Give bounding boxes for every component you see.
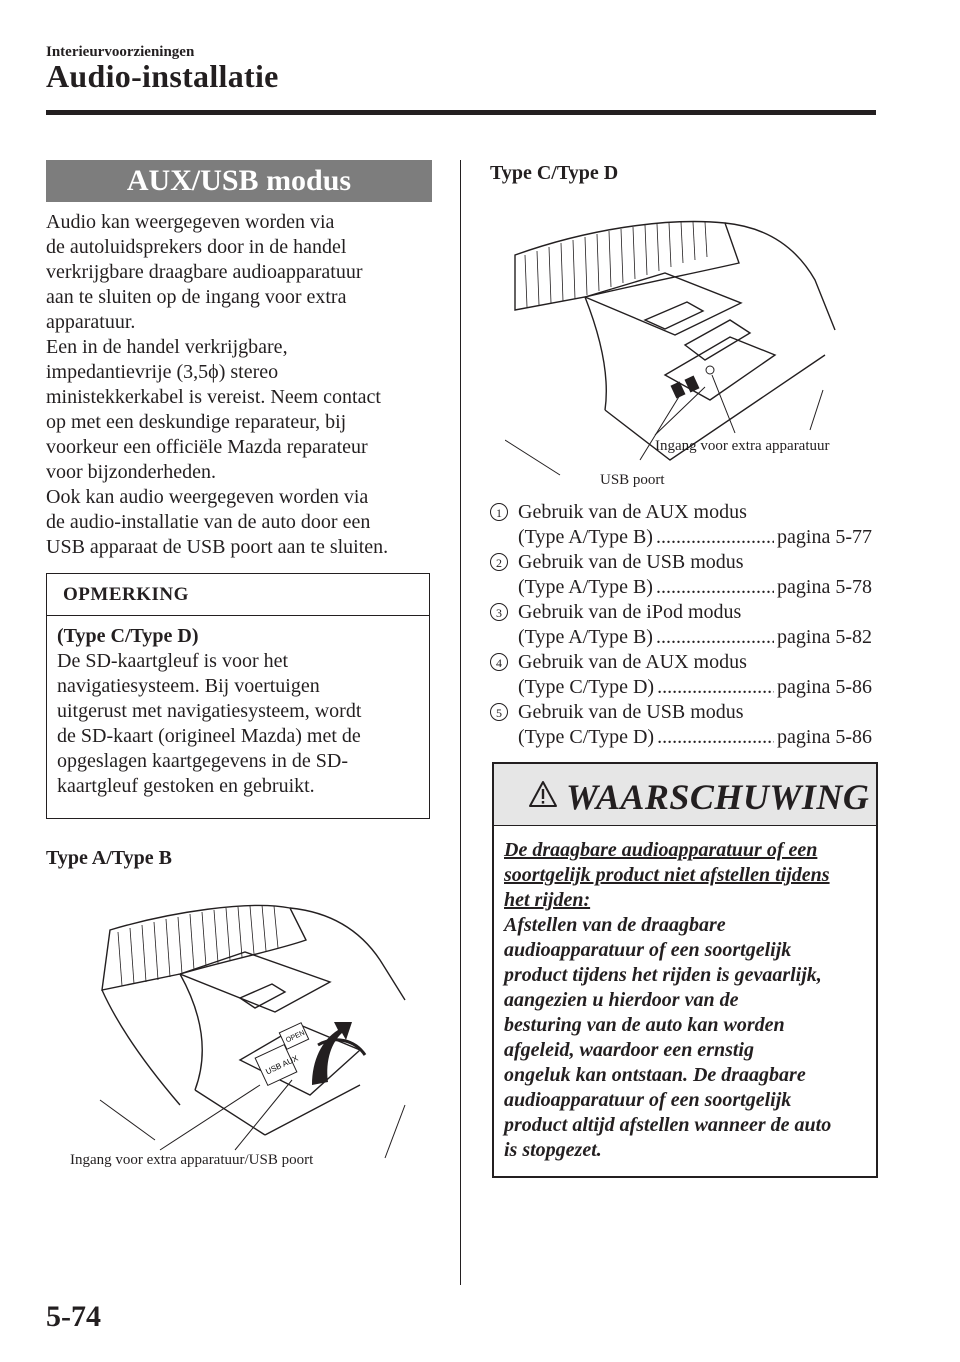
port-label: USB AUX — [264, 1053, 300, 1077]
warning-text: Afstellen van de draagbare audioapparatuur of een soortgelijk product tijdens het rijden is gevaarlijk, aangezien u hierdoor van de besturing van de auto kan worden afgeleid, waardoor een ernstig ongeluk kan ontstaan. De draagbare audioapparatuur of een soortgelijk product altijd afstellen wanneer de auto is stopgezet. — [504, 914, 832, 1161]
usb-port-2 — [685, 376, 700, 393]
figure-cd-heading: Type C/Type D — [490, 162, 619, 184]
armrest-texture — [118, 905, 278, 986]
leader-dots — [656, 625, 774, 650]
warning-triangle-icon — [528, 780, 558, 808]
item-page-link[interactable]: pagina 5-77 — [777, 526, 872, 548]
leader-dots — [657, 675, 774, 700]
console-edge — [725, 223, 835, 330]
note-heading: OPMERKING — [63, 584, 189, 605]
console-illustration-type-ab — [60, 890, 440, 1170]
note-header — [47, 574, 429, 616]
lid-handle — [240, 984, 285, 1008]
note-box — [46, 573, 430, 819]
console-side — [102, 974, 202, 1105]
console-bottom — [195, 1085, 360, 1135]
item-type: (Type A/Type B) — [518, 626, 653, 648]
console-side — [585, 297, 606, 410]
item-number: 4 — [490, 653, 508, 671]
list-item[interactable] — [490, 700, 880, 750]
item-number: 5 — [490, 703, 508, 721]
item-title: Gebruik van de USB modus — [518, 551, 744, 573]
usb-port-1 — [671, 382, 686, 399]
note-subheading: (Type C/Type D) — [57, 625, 199, 647]
item-page-link[interactable]: pagina 5-86 — [777, 726, 872, 748]
warning-lead: De draagbare audioapparatuur of een soortgelijk product niet afstellen tijdens het rijden: — [504, 839, 830, 911]
leader-dots — [657, 725, 774, 750]
item-type: (Type C/Type D) — [518, 726, 655, 748]
console-edge — [290, 908, 405, 1000]
page-title: Audio-installatie — [46, 58, 279, 94]
note-body — [57, 624, 421, 799]
figure-cd-label-aux: Ingang voor extra apparatuur — [655, 438, 830, 454]
item-title: Gebruik van de iPod modus — [518, 601, 742, 623]
console-lid — [180, 952, 330, 1012]
warning-box — [492, 762, 878, 1178]
list-item[interactable] — [490, 650, 880, 700]
reference-list — [490, 500, 880, 750]
console-lid — [585, 273, 741, 335]
item-title: Gebruik van de USB modus — [518, 701, 744, 723]
page-number: 5-74 — [46, 1300, 101, 1333]
breadcrumb: Interieurvoorzieningen — [46, 44, 195, 60]
section-title: AUX/USB modus — [46, 160, 432, 202]
cable-paragraph: Een in de handel verkrijgbare, impedantievrije (3,5ϕ) stereo ministekkerkabel is vereist. Neem contact op met een deskundige reparateur, bij voorkeur een officiële Mazda reparateur voor bijzonderheden. — [46, 336, 381, 483]
leader-lines — [100, 1080, 405, 1158]
leader-lines — [505, 375, 823, 475]
leader-dots — [656, 525, 774, 550]
item-number: 1 — [490, 503, 508, 521]
figure-ab-label: Ingang voor extra apparatuur/USB poort — [70, 1152, 314, 1168]
item-type: (Type C/Type D) — [518, 676, 655, 698]
list-item[interactable] — [490, 550, 880, 600]
note-text: De SD-kaartgleuf is voor het navigatiesysteem. Bij voertuigen uitgerust met navigatiesysteem, wordt de SD-kaart (origineel Mazda) met de opgeslagen kaartgegevens in de SD- kaartgleuf gestoken en gebruikt. — [57, 650, 362, 797]
item-title: Gebruik van de AUX modus — [518, 501, 747, 523]
warning-body — [504, 838, 868, 1163]
usb-paragraph: Ook kan audio weergegeven worden via de audio-installatie van de auto door een USB apparaat de USB poort aan te sluiten. — [46, 486, 389, 558]
list-item[interactable] — [490, 500, 880, 550]
item-title: Gebruik van de AUX modus — [518, 651, 747, 673]
title-rule — [46, 110, 876, 115]
item-page-link[interactable]: pagina 5-86 — [777, 676, 872, 698]
column-divider — [460, 160, 461, 1285]
item-type: (Type A/Type B) — [518, 526, 653, 548]
warning-title: WAARSCHUWING — [566, 777, 870, 817]
open-label: OPEN — [284, 1029, 306, 1045]
aux-jack — [706, 366, 714, 374]
leader-dots — [656, 575, 774, 600]
item-page-link[interactable]: pagina 5-78 — [777, 576, 872, 598]
armrest-texture — [525, 222, 707, 307]
item-number: 2 — [490, 553, 508, 571]
warning-header — [494, 764, 876, 826]
figure-ab-heading: Type A/Type B — [46, 847, 172, 869]
intro-paragraph: Audio kan weergegeven worden via de autoluidsprekers door in de handel verkrijgbare draagbare audioapparatuur aan te sluiten op de ingang voor extra apparatuur. — [46, 211, 363, 333]
item-type: (Type A/Type B) — [518, 576, 653, 598]
item-number: 3 — [490, 603, 508, 621]
item-page-link[interactable]: pagina 5-82 — [777, 626, 872, 648]
figure-cd-label-usb: USB poort — [600, 472, 665, 488]
list-item[interactable] — [490, 600, 880, 650]
